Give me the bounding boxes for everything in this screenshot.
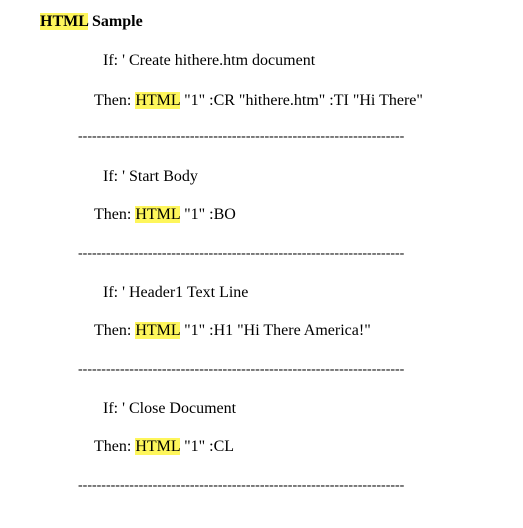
if-line-1: If: ' Create hithere.htm document [103, 52, 316, 69]
then-keyword: HTML [135, 92, 181, 109]
then-prefix: Then: [94, 322, 136, 339]
then-line-2 [94, 207, 236, 223]
then-rest: "1" :CR "hithere.htm" :TI "Hi There" [180, 92, 423, 109]
title-rest: Sample [88, 13, 143, 30]
document-title [40, 14, 143, 30]
if-line-3: If: ' Header1 Text Line [103, 284, 249, 301]
then-prefix: Then: [94, 206, 136, 223]
then-rest: "1" :CL [180, 438, 235, 455]
then-keyword: HTML [135, 322, 181, 339]
then-rest: "1" :H1 "Hi There America!" [180, 322, 371, 339]
then-line-4 [94, 439, 234, 455]
then-line-3 [94, 323, 371, 339]
divider-3: ---------------------------------------------------------------------- [78, 362, 405, 377]
then-prefix: Then: [94, 92, 136, 109]
if-line-2: If: ' Start Body [103, 168, 198, 185]
then-prefix: Then: [94, 438, 136, 455]
divider-1: ---------------------------------------------------------------------- [78, 129, 405, 144]
title-highlight: HTML [40, 13, 89, 30]
if-line-4: If: ' Close Document [103, 400, 237, 417]
then-rest: "1" :BO [180, 206, 236, 223]
then-line-1 [94, 93, 423, 109]
then-keyword: HTML [135, 206, 181, 223]
divider-2: ---------------------------------------------------------------------- [78, 246, 405, 261]
then-keyword: HTML [135, 438, 181, 455]
divider-4: ---------------------------------------------------------------------- [78, 478, 405, 493]
